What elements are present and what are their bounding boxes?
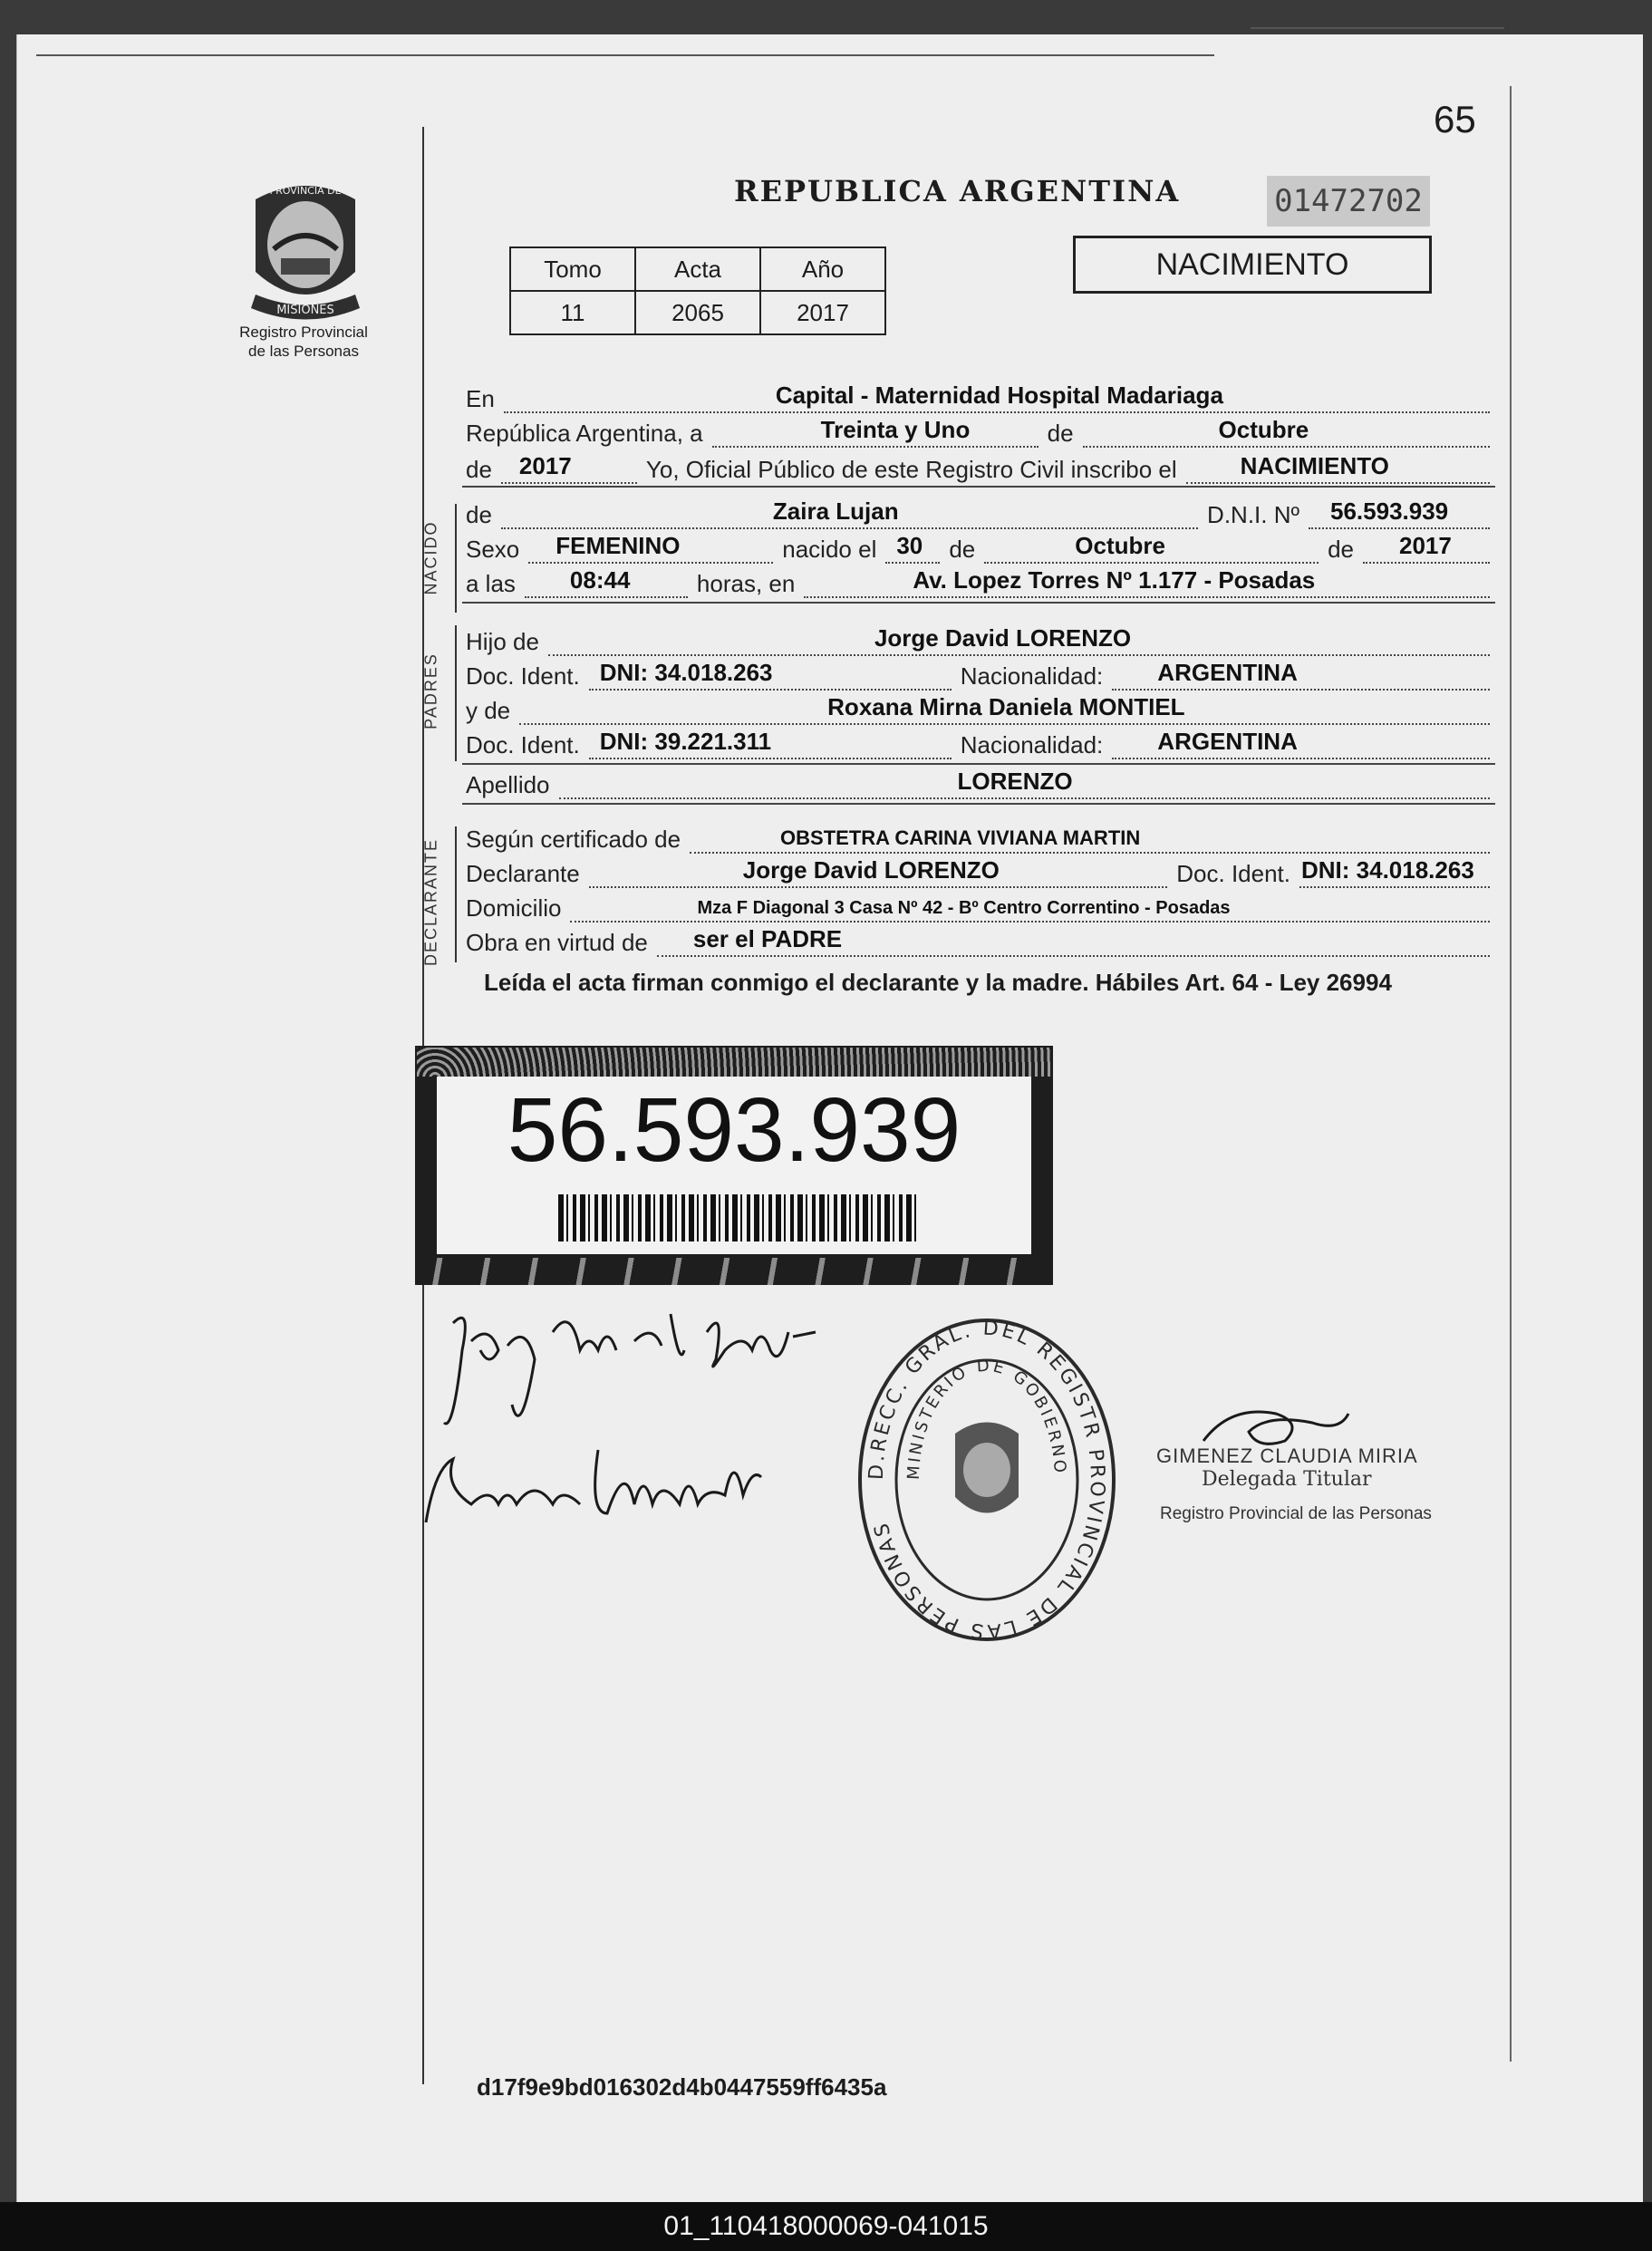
top-edge-line-right <box>1251 27 1504 29</box>
value-day: Treinta y Uno <box>820 416 971 443</box>
value-dni: 56.593.939 <box>1330 498 1449 525</box>
label-doc-padre: Doc. Ident. <box>466 662 580 690</box>
field-doc-madre <box>466 730 1490 759</box>
value-nac-padre: ARGENTINA <box>1157 659 1298 686</box>
label-de-month: de <box>1047 420 1074 447</box>
dots-event <box>1186 452 1490 484</box>
field-certificado <box>466 825 1490 854</box>
value-apellido: LORENZO <box>957 768 1073 795</box>
value-doc-padre: DNI: 34.018.263 <box>599 659 773 686</box>
dots-day <box>712 416 1039 448</box>
field-sexo <box>466 532 1490 564</box>
label-inscribo: Yo, Oficial Público de este Registro Civil inscribo el <box>645 456 1177 483</box>
field-hijo-de <box>466 624 1490 656</box>
official-seal <box>855 1316 1118 1644</box>
value-acta: 2065 <box>635 291 760 334</box>
value-mother: Roxana Mirna Daniela MONTIEL <box>827 693 1185 720</box>
label-doc-declarante: Doc. Ident. <box>1176 860 1290 887</box>
dots-apellido <box>559 770 1490 799</box>
dots-dni <box>1309 500 1490 529</box>
value-domicilio: Mza F Diagonal 3 Casa Nº 42 - Bº Centro Correntino - Posadas <box>697 898 1231 918</box>
value-time: 08:44 <box>569 566 631 594</box>
svg-text:PROVINCIA DE: PROVINCIA DE <box>269 185 342 197</box>
dots-obra <box>657 925 1490 957</box>
header-acta: Acta <box>635 247 760 291</box>
rule-3 <box>462 763 1495 765</box>
value-tomo: 11 <box>510 291 635 334</box>
official-office: Registro Provincial de las Personas <box>1160 1504 1432 1523</box>
value-birth-day: 30 <box>896 532 923 559</box>
label-de-1: de <box>949 536 976 563</box>
registry-line-2: de las Personas <box>248 343 359 360</box>
label-sexo: Sexo <box>466 536 520 563</box>
label-nac-padre: Nacionalidad: <box>960 662 1104 690</box>
field-doc-padre <box>466 659 1490 691</box>
value-month: Octubre <box>1218 416 1309 443</box>
label-declarante: Declarante <box>466 860 580 887</box>
dni-number: 56.593.939 <box>507 1079 961 1181</box>
registry-caption <box>217 323 390 361</box>
field-name <box>466 500 1490 529</box>
label-de-name: de <box>466 501 492 528</box>
field-a-las <box>466 566 1490 598</box>
top-edge-line <box>36 54 1214 56</box>
field-domicilio <box>466 894 1490 923</box>
header-anio: Año <box>760 247 885 291</box>
dots-birth-day <box>885 532 940 564</box>
field-en <box>466 384 1490 413</box>
dots-en <box>504 384 1490 413</box>
signature-mother <box>417 1432 779 1541</box>
section-bar-padres <box>455 625 457 761</box>
dots-father <box>548 624 1490 656</box>
label-domicilio: Domicilio <box>466 894 562 922</box>
dots-certificado <box>690 825 1490 854</box>
page-number: 65 <box>1434 98 1476 140</box>
value-doc-declarante: DNI: 34.018.263 <box>1301 856 1474 884</box>
label-en: En <box>466 385 495 412</box>
value-en: Capital - Maternidad Hospital Madariaga <box>775 382 1223 409</box>
dots-doc-madre <box>589 730 952 759</box>
label-hijo-de: Hijo de <box>466 628 539 655</box>
label-apellido: Apellido <box>466 771 550 798</box>
section-label-declarante: DECLARANTE <box>421 837 440 967</box>
dots-birth-year <box>1363 532 1490 564</box>
section-bar-declarante <box>455 826 457 962</box>
dots-doc-padre <box>589 659 952 691</box>
header-tomo: Tomo <box>510 247 635 291</box>
label-dni: D.N.I. Nº <box>1207 501 1299 528</box>
value-birth-year: 2017 <box>1399 532 1452 559</box>
document-title: REPUBLICA ARGENTINA <box>734 174 1181 208</box>
value-year: 2017 <box>518 452 572 479</box>
value-obra: ser el PADRE <box>692 925 843 952</box>
rule-1 <box>462 486 1495 488</box>
dots-month <box>1083 416 1490 448</box>
dots-mother <box>519 693 1490 725</box>
registry-table <box>509 246 886 335</box>
registry-line-1: Registro Provincial <box>239 324 368 341</box>
field-y-de <box>466 693 1490 725</box>
field-year <box>466 452 1490 484</box>
label-obra: Obra en virtud de <box>466 929 648 956</box>
value-name: Zaira Lujan <box>772 498 899 525</box>
label-de-year: de <box>466 456 492 483</box>
value-anio: 2017 <box>760 291 885 334</box>
closing-statement: Leída el acta firman conmigo el declarante y la madre. Hábiles Art. 64 - Ley 26994 <box>484 969 1392 996</box>
dots-declarante <box>589 856 1168 888</box>
dots-doc-declarante <box>1299 856 1490 888</box>
file-code-strip <box>0 2202 1652 2251</box>
value-nac-madre: ARGENTINA <box>1157 728 1298 755</box>
field-republica <box>466 416 1490 448</box>
barcode <box>558 1194 921 1241</box>
field-declarante <box>466 856 1490 888</box>
value-event: NACIMIENTO <box>1240 452 1389 479</box>
rule-4 <box>462 803 1495 805</box>
dots-domicilio <box>570 894 1490 923</box>
svg-text:MISIONES: MISIONES <box>276 304 334 317</box>
field-apellido <box>466 770 1490 799</box>
file-code: 01_110418000069-041015 <box>663 2211 989 2241</box>
label-de-2: de <box>1328 536 1354 563</box>
official-title: Delegada Titular <box>1202 1468 1372 1491</box>
value-declarante: Jorge David LORENZO <box>742 856 1000 884</box>
section-label-nacido: NACIDO <box>421 520 440 595</box>
section-bar-nacido <box>455 504 457 613</box>
label-horas-en: horas, en <box>696 570 796 597</box>
value-father: Jorge David LORENZO <box>874 624 1132 652</box>
guilloche-bottom <box>415 1258 1053 1285</box>
dots-year <box>501 452 637 484</box>
right-margin-line <box>1510 86 1512 2062</box>
label-nacido-el: nacido el <box>782 536 877 563</box>
svg-text:D.RECC. GRAL. DEL REGISTR PROV: D.RECC. GRAL. DEL REGISTR PROVINCIAL DE LAS PERSONAS <box>865 1317 1109 1643</box>
value-sexo: FEMENINO <box>555 532 681 559</box>
label-y-de: y de <box>466 697 511 724</box>
field-obra <box>466 925 1490 957</box>
dots-nac-padre <box>1112 659 1490 691</box>
dots-birth-month <box>984 532 1319 564</box>
label-republica: República Argentina, a <box>466 420 703 447</box>
rule-2 <box>462 602 1495 604</box>
dni-label <box>415 1046 1053 1285</box>
dots-time <box>525 566 688 598</box>
dots-name <box>501 500 1198 529</box>
value-birth-month: Octubre <box>1075 532 1165 559</box>
dni-panel <box>437 1077 1031 1254</box>
province-emblem <box>237 172 373 326</box>
label-a-las: a las <box>466 570 516 597</box>
label-nac-madre: Nacionalidad: <box>960 731 1104 758</box>
value-place: Av. Lopez Torres Nº 1.177 - Posadas <box>913 566 1316 594</box>
document-type-box: NACIMIENTO <box>1073 236 1432 294</box>
value-doc-madre: DNI: 39.221.311 <box>599 728 772 755</box>
guilloche-top <box>417 1048 1051 1077</box>
section-label-padres: PADRES <box>421 652 440 729</box>
official-name: GIMENEZ CLAUDIA MIRIA <box>1156 1444 1418 1467</box>
value-certificado: OBSTETRA CARINA VIVIANA MARTIN <box>780 826 1141 849</box>
document-hash: d17f9e9bd016302d4b0447559ff6435a <box>477 2073 887 2101</box>
svg-text:MINISTERIO DE GOBIERNO: MINISTERIO DE GOBIERNO <box>903 1356 1070 1481</box>
label-certificado: Según certificado de <box>466 826 681 853</box>
label-doc-madre: Doc. Ident. <box>466 731 580 758</box>
dots-place <box>804 566 1490 598</box>
dots-nac-madre <box>1112 730 1490 759</box>
dots-sexo <box>528 532 773 564</box>
serial-number: 01472702 <box>1267 176 1430 227</box>
